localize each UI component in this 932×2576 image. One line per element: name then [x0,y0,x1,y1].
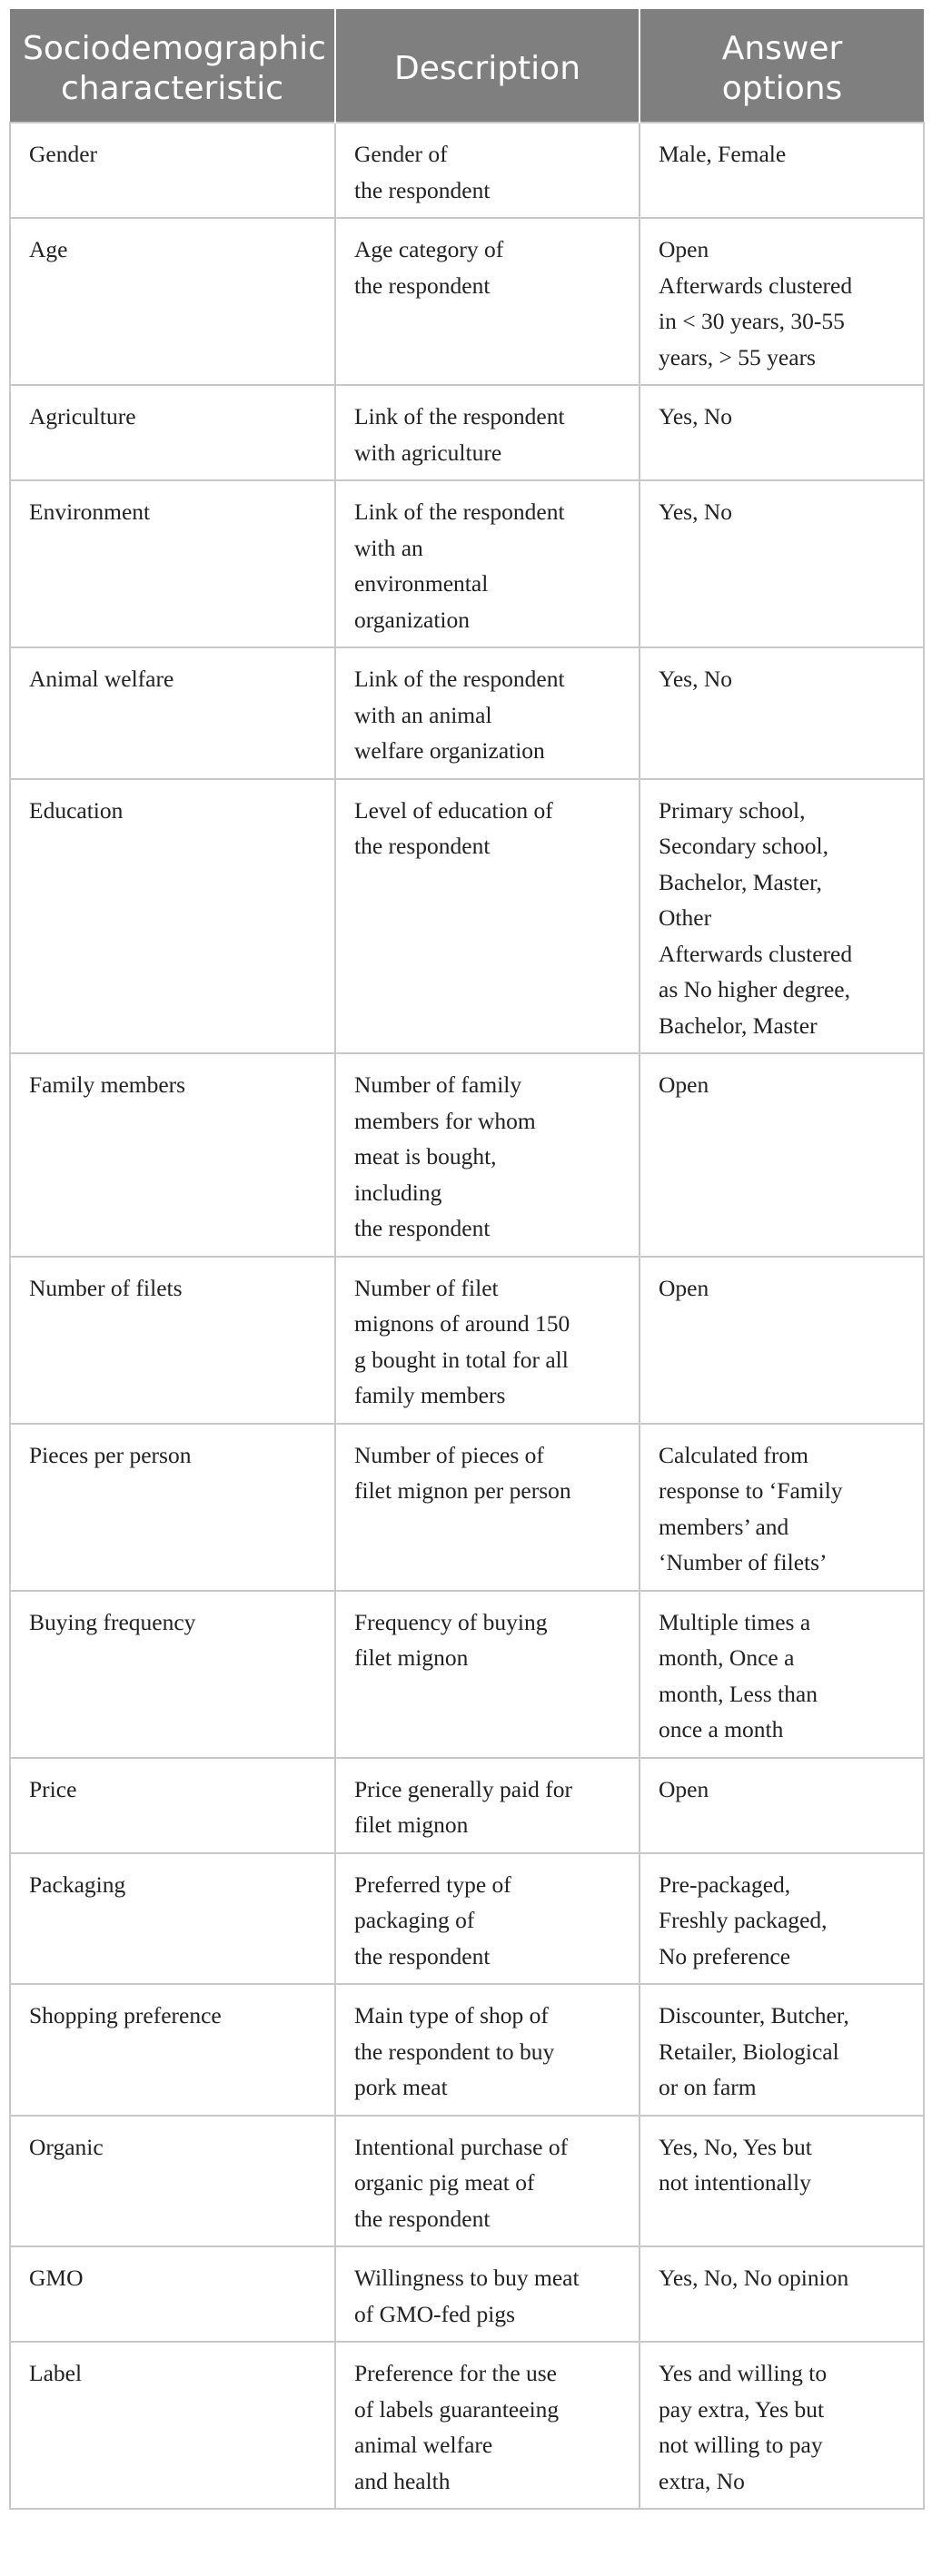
cell-answer-options [640,1591,924,1758]
table-row [10,123,924,218]
cell-characteristic [10,647,335,779]
cell-answer-options-line: Open [659,1775,709,1802]
cell-characteristic-line: Price [29,1775,77,1802]
cell-description-line: the respondent [354,271,491,299]
cell-answer-options-line: Retailer, Biological [659,2038,839,2065]
cell-description-line: meat is bought, [354,1143,497,1170]
cell-description [335,2342,640,2509]
cell-answer-options-line: pay extra, Yes but [659,2395,825,2423]
cell-description-line: animal welfare [354,2432,493,2458]
header-description-line: Description [393,50,581,87]
cell-answer-options-line: Yes, No, No opinion [659,2265,849,2291]
cell-answer-options-line: Open [659,236,709,262]
cell-answer-options-line: Pre-packaged, [659,1870,791,1898]
cell-characteristic [10,779,335,1054]
cell-answer-options [640,1853,924,1985]
cell-description [335,218,640,385]
table-row [10,1424,924,1591]
cell-answer-options-line: month, Less than [659,1680,818,1707]
cell-characteristic [10,218,335,385]
cell-description-line: filet mignon [354,1811,469,1838]
table-row [10,1053,924,1257]
cell-description-line: filet mignon per person [354,1477,571,1504]
cell-answer-options-line: No preference [659,1942,791,1969]
cell-answer-options-line: Yes, No [659,498,733,525]
cell-characteristic-line: Agriculture [29,403,136,429]
cell-description [335,480,640,647]
cell-description [335,2116,640,2247]
cell-description-line: the respondent [354,1215,491,1241]
cell-characteristic [10,2342,335,2509]
cell-description-line: g bought in total for all [354,1346,569,1373]
cell-description-line: of labels guaranteeing [354,2395,560,2423]
cell-answer-options-line: Other [659,904,712,931]
cell-description-line: Price generally paid for [354,1775,573,1802]
cell-answer-options [640,1053,924,1257]
header-answer-options-line: options [721,70,843,107]
cell-description-line: Frequency of buying [354,1608,548,1635]
cell-characteristic [10,385,335,480]
cell-description [335,2246,640,2342]
cell-characteristic-line: Organic [29,2133,104,2160]
cell-characteristic [10,480,335,647]
cell-description-line: Preference for the use [354,2360,558,2386]
cell-description-line: Preferred type of [354,1870,511,1898]
cell-characteristic-line: Shopping preference [29,2002,222,2028]
header-characteristic-line: characteristic [60,70,284,107]
cell-description-line: including [354,1179,442,1206]
table-row [10,1758,924,1853]
cell-characteristic [10,1984,335,2116]
cell-characteristic-line: Label [29,2360,83,2386]
cell-characteristic [10,1758,335,1853]
table-row [10,2342,924,2509]
cell-description-line: Gender of [354,141,448,167]
table-row [10,480,924,647]
cell-characteristic [10,1424,335,1591]
cell-characteristic [10,1591,335,1758]
cell-answer-options-line: Multiple times a [659,1608,811,1635]
cell-answer-options-line: in < 30 years, 30-55 [659,308,845,334]
cell-answer-options-line: Afterwards clustered [659,940,853,967]
cell-description [335,385,640,480]
cell-answer-options-line: Afterwards clustered [659,271,853,299]
cell-description-line: of GMO-fed pigs [354,2300,516,2327]
cell-description-line: the respondent [354,1942,491,1969]
cell-description [335,1257,640,1424]
cell-description-line: family members [354,1382,506,1408]
cell-answer-options-line: Yes, No [659,403,733,429]
cell-description [335,647,640,779]
cell-answer-options-line: or on farm [659,2074,757,2100]
cell-description-line: Number of pieces of [354,1441,544,1468]
cell-characteristic [10,1257,335,1424]
cell-description-line: packaging of [354,1907,475,1933]
cell-description-line: with an [354,534,423,561]
table-row [10,385,924,480]
cell-description [335,1591,640,1758]
cell-description [335,123,640,218]
cell-answer-options-line: members’ and [659,1513,789,1540]
cell-description-line: and health [354,2467,451,2494]
cell-characteristic [10,123,335,218]
cell-description-line: Intentional purchase of [354,2133,569,2160]
cell-answer-options-line: month, Once a [659,1644,795,1671]
cell-description-line: the respondent to buy [354,2038,555,2065]
cell-characteristic-line: Age [29,236,68,262]
cell-description-line: Link of the respondent [354,666,565,692]
cell-description-line: Age category of [354,236,504,262]
cell-answer-options-line: once a month [659,1716,784,1742]
cell-description-line: with an animal [354,701,492,728]
cell-answer-options [640,1758,924,1853]
cell-description-line: Number of family [354,1071,522,1098]
cell-description-line: organic pig meat of [354,2169,535,2196]
cell-description-line: Level of education of [354,796,553,824]
cell-answer-options-line: Yes and willing to [659,2360,828,2386]
cell-characteristic-line: Pieces per person [29,1441,192,1468]
cell-answer-options [640,218,924,385]
cell-description-line: Number of filet [354,1274,499,1301]
cell-answer-options [640,2342,924,2509]
cell-answer-options [640,779,924,1054]
sociodemographic-table [9,9,925,2510]
cell-description-line: mignons of around 150 [354,1310,570,1337]
table-row [10,647,924,779]
cell-answer-options-line: Bachelor, Master, [659,868,822,895]
cell-description-line: environmental [354,570,489,597]
cell-description [335,779,640,1054]
cell-characteristic [10,1853,335,1985]
cell-answer-options-line: Male, Female [659,141,787,167]
cell-answer-options-line: Yes, No [659,666,733,692]
cell-characteristic-line: Education [29,796,124,824]
cell-description-line: Link of the respondent [354,403,565,429]
cell-characteristic-line: Environment [29,498,151,525]
cell-answer-options-line: not intentionally [659,2169,811,2196]
cell-answer-options-line: response to ‘Family [659,1477,843,1504]
table-row [10,1257,924,1424]
cell-characteristic-line: Animal welfare [29,666,174,692]
cell-answer-options-line: not willing to pay [659,2432,823,2458]
cell-description [335,1053,640,1257]
cell-answer-options-line: Calculated from [659,1441,808,1468]
cell-characteristic-line: Gender [29,141,98,167]
header-answer-options [640,9,924,123]
cell-answer-options [640,2116,924,2247]
header-row [10,9,924,123]
cell-description-line: welfare organization [354,737,545,764]
cell-description [335,1984,640,2116]
cell-description-line: members for whom [354,1107,536,1134]
cell-description-line: the respondent [354,2205,491,2232]
cell-answer-options-line: Open [659,1274,709,1301]
header-answer-options-line: Answer [721,30,843,67]
cell-characteristic-line: Family members [29,1071,186,1098]
cell-characteristic-line: Buying frequency [29,1608,196,1635]
table-row [10,1591,924,1758]
cell-answer-options-line: Bachelor, Master [659,1012,818,1039]
cell-answer-options-line: extra, No [659,2467,745,2494]
cell-answer-options-line: Discounter, Butcher, [659,2002,849,2028]
cell-description-line: filet mignon [354,1644,469,1671]
cell-answer-options [640,1257,924,1424]
cell-answer-options [640,647,924,779]
cell-answer-options-line: Yes, No, Yes but [659,2133,812,2160]
cell-description-line: Main type of shop of [354,2002,549,2028]
cell-answer-options-line: as No higher degree, [659,976,850,1002]
table-row [10,2246,924,2342]
header-characteristic [10,9,335,123]
cell-answer-options-line: Primary school, [659,796,806,824]
table-row [10,1984,924,2116]
cell-description-line: Link of the respondent [354,498,565,525]
header-characteristic-line: Sociodemographic [23,30,326,67]
cell-description-line: the respondent [354,833,491,859]
header-description [335,9,640,123]
cell-description [335,1853,640,1985]
cell-answer-options-line: Secondary school, [659,833,828,859]
cell-answer-options [640,2246,924,2342]
cell-characteristic [10,1053,335,1257]
cell-answer-options [640,123,924,218]
cell-description-line: pork meat [354,2074,448,2100]
cell-characteristic [10,2246,335,2342]
cell-answer-options-line: years, > 55 years [659,343,816,370]
cell-description-line: organization [354,606,470,633]
cell-answer-options [640,1424,924,1591]
cell-answer-options [640,385,924,480]
cell-characteristic-line: GMO [29,2265,84,2291]
cell-description-line: the respondent [354,176,491,203]
cell-characteristic [10,2116,335,2247]
cell-answer-options-line: Open [659,1071,709,1098]
table-row [10,779,924,1054]
cell-characteristic-line: Number of filets [29,1274,183,1301]
cell-answer-options [640,480,924,647]
cell-description [335,1758,640,1853]
cell-description-line: with agriculture [354,439,502,466]
table-row [10,218,924,385]
table-row [10,2116,924,2247]
cell-characteristic-line: Packaging [29,1870,126,1898]
cell-answer-options-line: Freshly packaged, [659,1907,828,1933]
table-row [10,1853,924,1985]
cell-answer-options [640,1984,924,2116]
cell-description-line: Willingness to buy meat [354,2265,580,2291]
cell-description [335,1424,640,1591]
cell-answer-options-line: ‘Number of filets’ [659,1549,828,1575]
